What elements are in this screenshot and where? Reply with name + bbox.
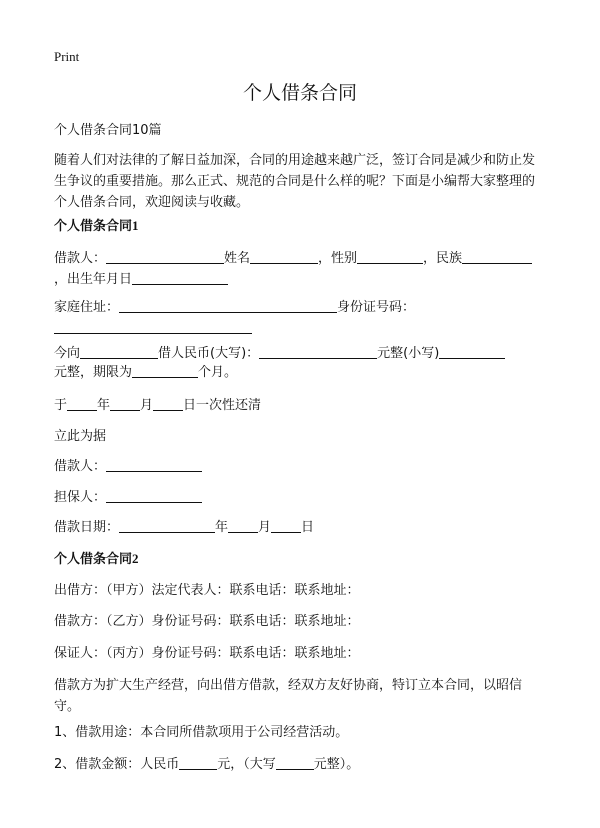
intro-paragraph: 随着人们对法律的了解日益加深，合同的用途越来越广泛，签订合同是减少和防止发生争议的重要措施。那么正式、规范的合同是什么样的呢？下面是小编帮大家整理的个人借条合同，欢迎阅读与收藏。 <box>54 153 536 210</box>
repay-line <box>54 395 261 416</box>
date-month-blank <box>228 518 258 533</box>
sign-borrower-label: 借款人： <box>54 459 107 474</box>
term-blank <box>132 363 198 378</box>
term-prefix: 元整，期限为 <box>54 365 133 380</box>
clause-1: 1、借款用途：本合同所借款项用于公司经营活动。 <box>54 725 349 740</box>
borrower-info-line <box>54 248 532 269</box>
id-label: 身份证号码： <box>337 300 416 315</box>
sign-borrower-line <box>54 456 202 477</box>
lender-line: 出借方：（甲方）法定代表人：联系电话：联系地址： <box>54 583 360 598</box>
guarantor-line: 保证人：（丙方）身份证号码：联系电话：联系地址： <box>54 646 360 661</box>
purpose-paragraph: 借款方为扩大生产经营，向出借方借款，经双方友好协商，特订立本合同，以昭信守。 <box>54 678 523 714</box>
date-label: 借款日期： <box>54 520 120 535</box>
loan-date-line <box>54 517 314 538</box>
date-year-blank <box>119 518 215 533</box>
print-label: Print <box>54 49 80 64</box>
amount-words-blank <box>259 344 377 359</box>
name-label: 姓名 <box>224 251 251 266</box>
id-blank <box>54 319 252 334</box>
term-line <box>54 362 237 383</box>
repay-month-blank <box>110 396 140 411</box>
address-label: 家庭住址： <box>54 300 120 315</box>
proof-line: 立此为据 <box>54 429 107 444</box>
birth-line <box>54 269 228 290</box>
sign-guarantor-label: 担保人： <box>54 490 107 505</box>
section1-heading: 个人借条合同1 <box>54 218 139 233</box>
repay-label: 日一次性还清 <box>183 398 262 413</box>
date-day-label: 日 <box>301 520 315 535</box>
clause-2-part-c: 元整）。 <box>313 757 360 772</box>
gender-label: ，性别 <box>318 251 358 266</box>
small-label: 元整(小写) <box>377 346 440 361</box>
loan-amount-line <box>54 343 505 364</box>
clause-2-amount-blank <box>179 755 217 770</box>
repay-day-blank <box>153 396 183 411</box>
amount-digits-blank <box>439 344 505 359</box>
borrower-line: 借款方：（乙方）身份证号码：联系电话：联系地址： <box>54 614 360 629</box>
ethnicity-label: ，民族 <box>423 251 463 266</box>
id-line <box>54 318 252 339</box>
birth-label: ，出生年月日 <box>54 272 133 287</box>
sign-guarantor-line <box>54 487 202 508</box>
name-blank <box>250 249 318 264</box>
repay-year-blank <box>67 396 97 411</box>
date-month-label: 月 <box>258 520 272 535</box>
borrower-blank <box>106 249 224 264</box>
repay-year-label: 年 <box>97 398 111 413</box>
term-suffix: 个月。 <box>198 365 238 380</box>
lender-blank <box>80 344 158 359</box>
gender-blank <box>357 249 423 264</box>
section2-heading: 个人借条合同2 <box>54 551 139 566</box>
clause-2 <box>54 754 359 775</box>
clause-2-part-b: 元，（大写 <box>217 757 276 772</box>
ethnicity-blank <box>462 249 532 264</box>
repay-month-label: 月 <box>140 398 154 413</box>
document-title: 个人借条合同 <box>242 82 357 104</box>
address-line <box>54 297 415 318</box>
lend-prefix: 今向 <box>54 346 81 361</box>
borrower-label: 借款人： <box>54 251 107 266</box>
document-subtitle: 个人借条合同10篇 <box>54 123 162 138</box>
date-day-blank <box>271 518 301 533</box>
address-blank <box>119 298 337 313</box>
sign-borrower-blank <box>106 457 202 472</box>
lend-mid: 借人民币(大写)： <box>158 346 260 361</box>
birth-blank <box>132 270 228 285</box>
date-year-label: 年 <box>215 520 229 535</box>
clause-2-part-a: 2、借款金额：人民币 <box>54 757 180 772</box>
clause-2-words-blank <box>276 755 314 770</box>
on-label: 于 <box>54 398 68 413</box>
sign-guarantor-blank <box>106 488 202 503</box>
